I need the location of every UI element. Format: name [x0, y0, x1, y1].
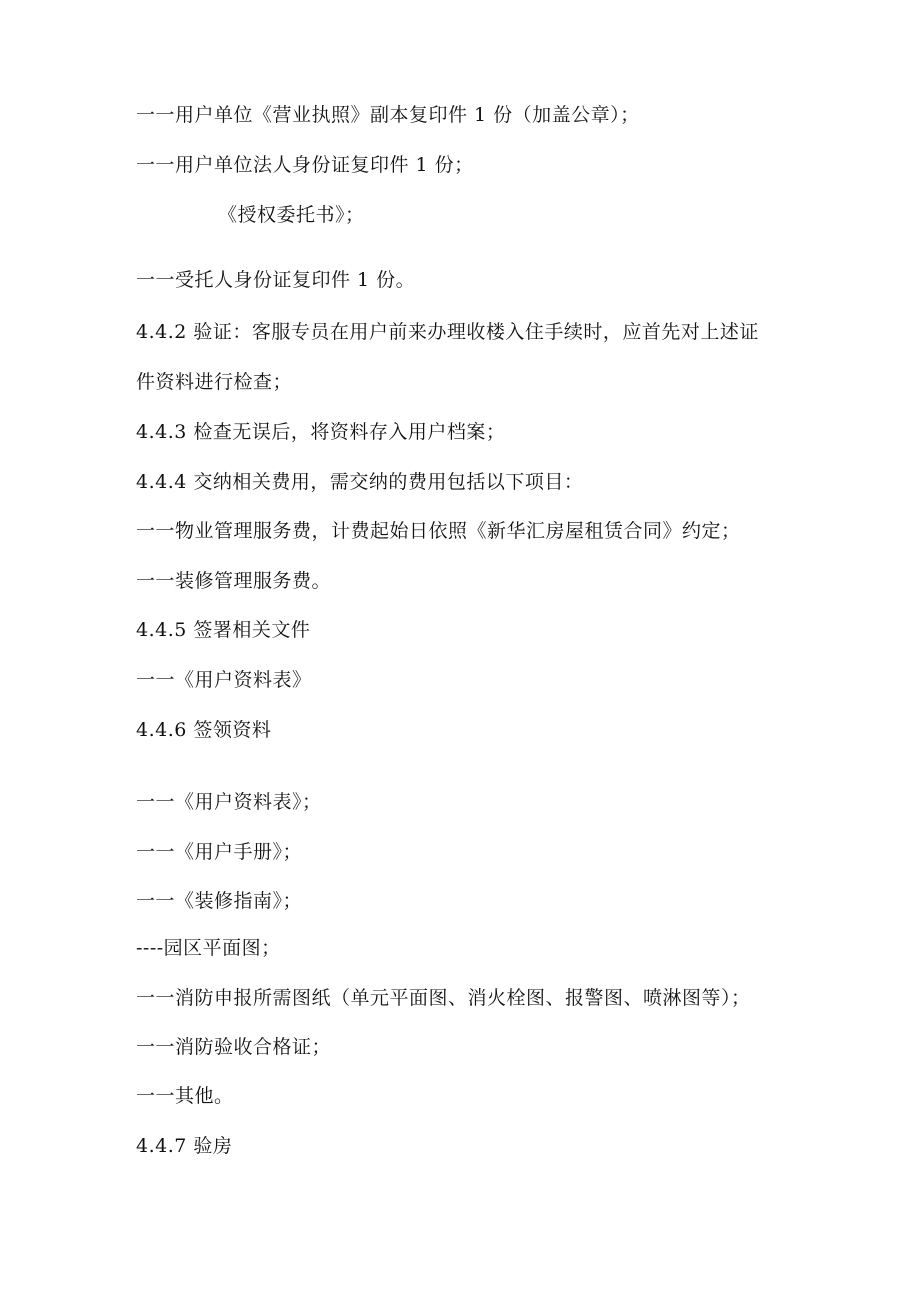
doc-line-user-manual: 一一《用户手册》； — [136, 841, 303, 863]
doc-line-trustee-id: 一一受托人身份证复印件 1 份。 — [136, 269, 416, 291]
doc-line-4-4-2-verify: 4.4.2 验证：客服专员在用户前来办理收楼入住手续时，应首先对上述证 — [136, 321, 759, 343]
doc-line-fire-certificate: 一一消防验收合格证； — [136, 1036, 332, 1058]
doc-line-4-4-2-continued: 件资料进行检查； — [136, 371, 293, 393]
doc-line-user-form: 一一《用户资料表》 — [136, 669, 312, 691]
doc-line-renovation-guide: 一一《装修指南》； — [136, 890, 303, 912]
doc-line-site-plan: ----园区平面图； — [136, 937, 281, 959]
doc-line-user-form-2: 一一《用户资料表》； — [136, 791, 322, 813]
doc-line-legal-person-id: 一一用户单位法人身份证复印件 1 份； — [136, 154, 474, 176]
doc-line-4-4-7: 4.4.7 验房 — [136, 1135, 233, 1157]
doc-line-4-4-5: 4.4.5 签署相关文件 — [136, 619, 311, 641]
doc-line-authorization-letter: 《授权委托书》； — [218, 204, 365, 226]
doc-line-4-4-3: 4.4.3 检查无误后，将资料存入用户档案； — [136, 421, 506, 443]
doc-line-business-license: 一一用户单位《营业执照》副本复印件 1 份（加盖公章）； — [136, 104, 640, 126]
doc-line-property-fee: 一一物业管理服务费，计费起始日依照《新华汇房屋租赁合同》约定； — [136, 520, 741, 542]
doc-line-renovation-fee: 一一装修管理服务费。 — [136, 570, 332, 592]
doc-line-4-4-6: 4.4.6 签领资料 — [136, 719, 272, 741]
doc-line-others: 一一其他。 — [136, 1085, 234, 1107]
doc-line-4-4-4: 4.4.4 交纳相关费用，需交纳的费用包括以下项目： — [136, 471, 584, 493]
doc-line-fire-drawings: 一一消防申报所需图纸（单元平面图、消火栓图、报警图、喷淋图等）； — [136, 987, 751, 1009]
